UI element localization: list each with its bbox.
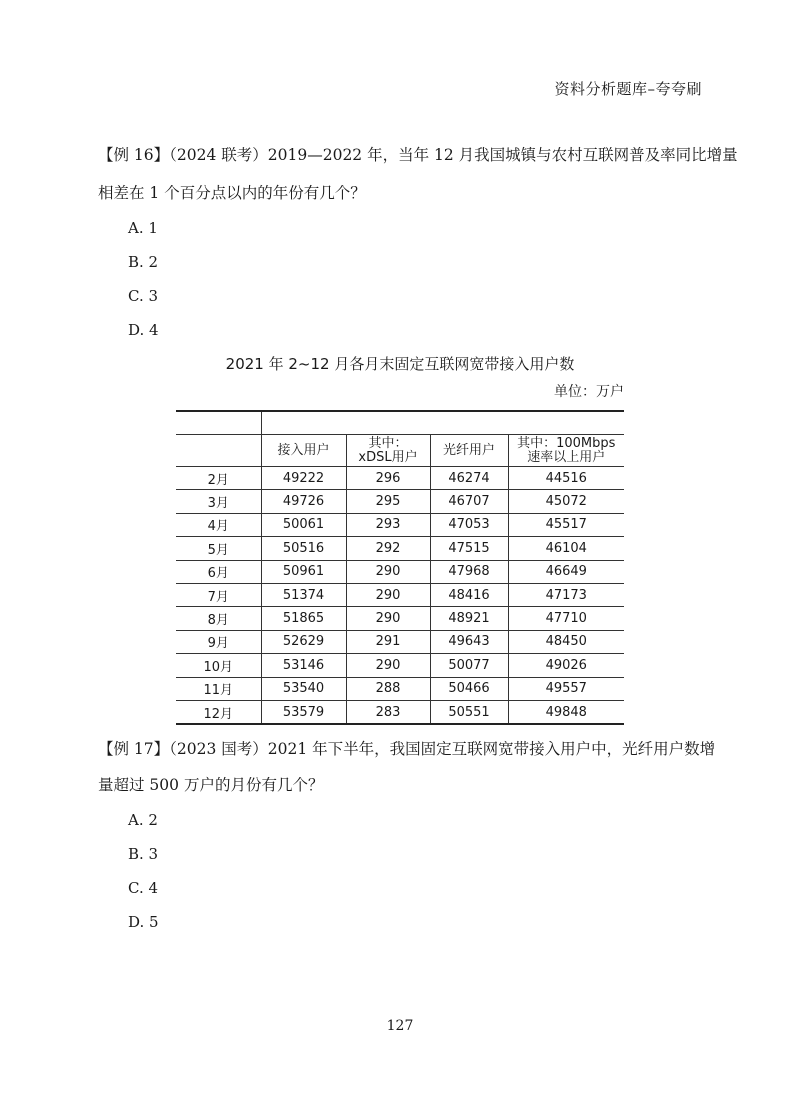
cell-row-label: 6月 [176,560,261,583]
cell-row-label: 2月 [176,467,261,490]
question-17-option-b: B. 3 [128,845,159,863]
cell-total-users: 51865 [261,607,346,630]
question-16-option-a: A. 1 [128,219,158,237]
cell-total-users: 53540 [261,677,346,700]
cell-mbps100-users: 48450 [508,630,624,653]
table-row [176,513,624,536]
table-row [176,677,624,700]
stub-header-top [176,411,261,435]
cell-row-label: 3月 [176,490,261,513]
table-row [176,537,624,560]
cell-mbps100-users: 47173 [508,583,624,606]
cell-fiber-users: 46707 [430,490,508,513]
cell-xdsl-users: 296 [346,467,430,490]
table-row [176,467,624,490]
cell-mbps100-users: 49026 [508,654,624,677]
table-spacer-row [176,411,624,435]
cell-fiber-users: 50466 [430,677,508,700]
cell-total-users: 49222 [261,467,346,490]
cell-fiber-users: 47053 [430,513,508,536]
cell-row-label: 9月 [176,630,261,653]
table-row [176,490,624,513]
cell-mbps100-users: 46104 [508,537,624,560]
broadband-users-table [176,410,624,725]
cell-xdsl-users: 292 [346,537,430,560]
question-17-stem-line2: 量超过 500 万户的月份有几个？ [98,776,324,794]
cell-fiber-users: 49643 [430,630,508,653]
cell-xdsl-users: 290 [346,560,430,583]
cell-total-users: 53146 [261,654,346,677]
column-header-100mbps-text: 其中：100Mbps 速率以上用户 [517,435,616,465]
cell-mbps100-users: 47710 [508,607,624,630]
table-row [176,700,624,724]
cell-total-users: 50061 [261,513,346,536]
cell-mbps100-users: 45517 [508,513,624,536]
cell-total-users: 53579 [261,700,346,724]
cell-fiber-users: 50551 [430,700,508,724]
column-header-xdsl-text: 其中： xDSL用户 [358,435,418,465]
page-number: 127 [386,1018,414,1034]
cell-mbps100-users: 45072 [508,490,624,513]
cell-mbps100-users: 46649 [508,560,624,583]
table-header-row [176,435,624,467]
cell-fiber-users: 48921 [430,607,508,630]
question-17-stem-line1: 【例 17】（2023 国考）2021 年下半年，我国固定互联网宽带接入用户中，光纤用户数增 [98,740,716,758]
cell-fiber-users: 47515 [430,537,508,560]
cell-total-users: 51374 [261,583,346,606]
table-row [176,583,624,606]
question-16-option-d: D. 4 [128,321,159,339]
question-17-option-c: C. 4 [128,879,159,897]
cell-xdsl-users: 293 [346,513,430,536]
table-row [176,654,624,677]
column-header-total: 接入用户 [261,435,346,467]
question-16-option-b: B. 2 [128,253,159,271]
cell-xdsl-users: 290 [346,583,430,606]
cell-row-label: 5月 [176,537,261,560]
column-header-100mbps [508,435,624,467]
cell-mbps100-users: 49848 [508,700,624,724]
header-top-space [261,411,624,435]
cell-xdsl-users: 283 [346,700,430,724]
cell-fiber-users: 46274 [430,467,508,490]
cell-mbps100-users: 49557 [508,677,624,700]
cell-total-users: 50961 [261,560,346,583]
question-17-option-d: D. 5 [128,913,159,931]
table-title: 2021 年 2~12 月各月末固定互联网宽带接入用户数 [225,355,575,373]
cell-xdsl-users: 295 [346,490,430,513]
cell-row-label: 7月 [176,583,261,606]
cell-fiber-users: 47968 [430,560,508,583]
table-row [176,560,624,583]
cell-row-label: 8月 [176,607,261,630]
cell-row-label: 10月 [176,654,261,677]
table-row [176,630,624,653]
cell-mbps100-users: 44516 [508,467,624,490]
cell-row-label: 4月 [176,513,261,536]
cell-row-label: 12月 [176,700,261,724]
column-header-fiber: 光纤用户 [430,435,508,467]
cell-xdsl-users: 288 [346,677,430,700]
running-header: 资料分析题库–夸夸刷 [554,80,702,98]
stub-header [176,435,261,467]
question-16-option-c: C. 3 [128,287,159,305]
table-row [176,607,624,630]
table-unit: 单位：万户 [554,384,624,400]
question-16-stem-line1: 【例 16】（2024 联考）2019—2022 年，当年 12 月我国城镇与农村互联网普及率同比增量 [98,146,738,164]
cell-total-users: 52629 [261,630,346,653]
question-16-stem-line2: 相差在 1 个百分点以内的年份有几个？ [98,184,366,202]
cell-total-users: 50516 [261,537,346,560]
cell-fiber-users: 48416 [430,583,508,606]
column-header-xdsl [346,435,430,467]
cell-xdsl-users: 291 [346,630,430,653]
question-17-option-a: A. 2 [128,811,158,829]
cell-xdsl-users: 290 [346,654,430,677]
cell-fiber-users: 50077 [430,654,508,677]
cell-row-label: 11月 [176,677,261,700]
cell-total-users: 49726 [261,490,346,513]
cell-xdsl-users: 290 [346,607,430,630]
